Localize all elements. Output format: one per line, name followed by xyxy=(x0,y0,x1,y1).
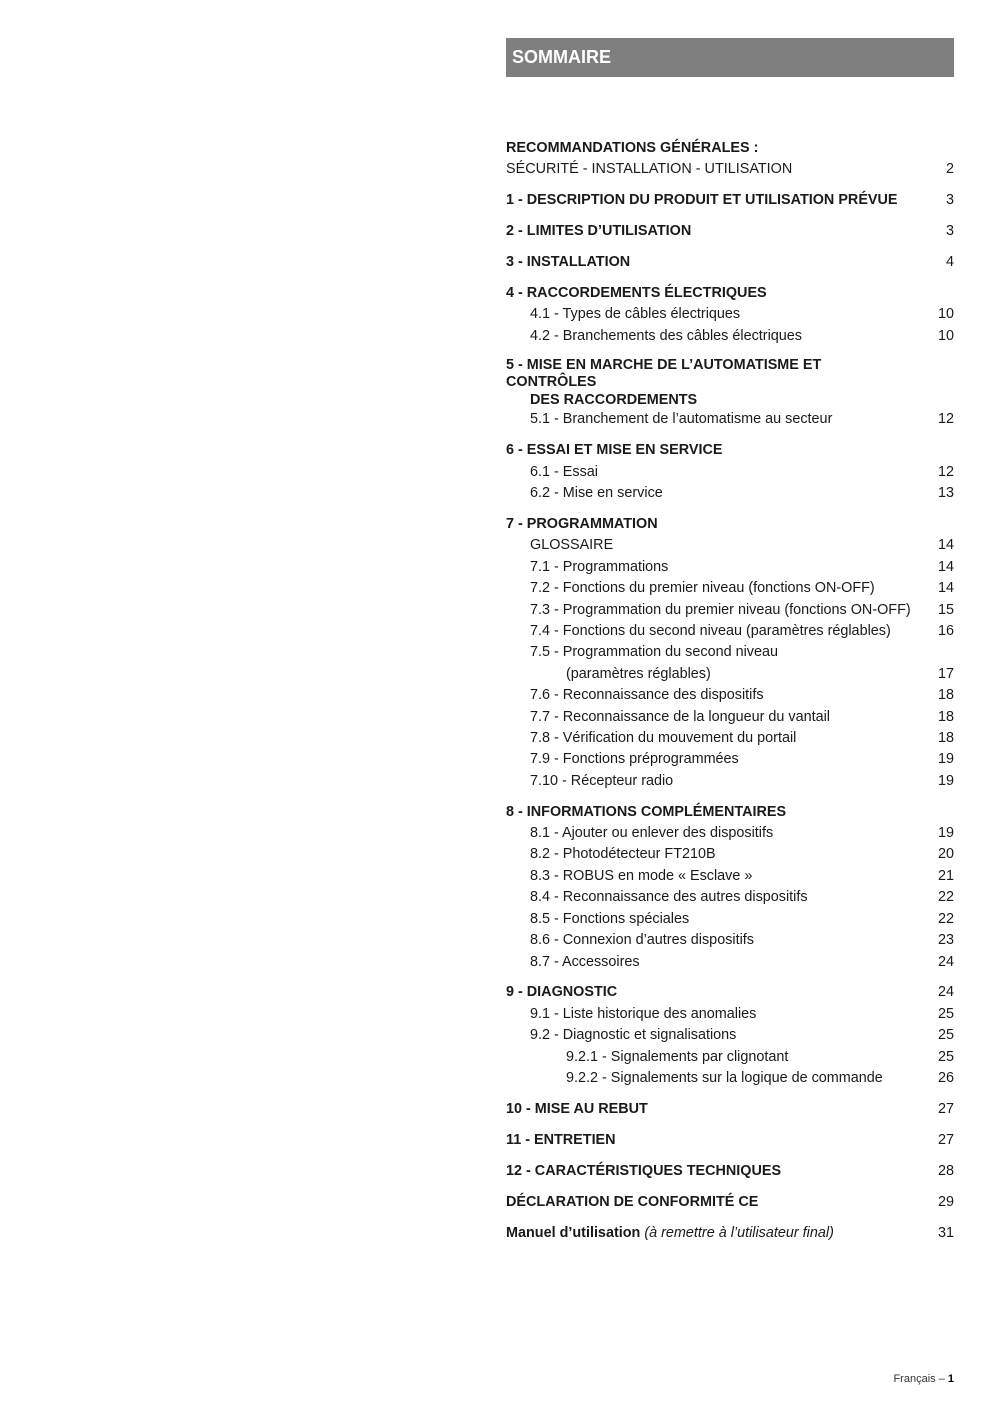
toc-entry-text: 7.1 - Programmations xyxy=(530,558,669,575)
toc-entry-title xyxy=(506,707,914,728)
page-footer xyxy=(893,1373,954,1385)
toc-entry-page: 19 xyxy=(937,751,954,768)
toc-entry xyxy=(506,357,954,410)
toc-entry xyxy=(506,535,954,556)
toc-entry-page: 12 xyxy=(937,411,954,428)
toc-entry xyxy=(506,952,954,973)
toc-entry xyxy=(506,190,954,211)
toc-entry xyxy=(506,844,954,865)
toc-entry-title xyxy=(506,685,914,706)
toc-entry-page: 21 xyxy=(937,867,954,884)
toc-entry xyxy=(506,909,954,930)
toc-entry xyxy=(506,159,954,180)
toc-entry-text: 9.1 - Liste historique des anomalies xyxy=(530,1005,757,1022)
toc-entry-page: 14 xyxy=(937,558,954,575)
toc-entry-page: 4 xyxy=(945,254,954,271)
footer-page-number: 1 xyxy=(947,1373,954,1385)
toc-entry xyxy=(506,1068,954,1089)
toc-entry-text: 4.1 - Types de câbles électriques xyxy=(530,306,741,323)
toc-entry-text: 7.7 - Reconnaissance de la longueur du vantail xyxy=(530,708,831,725)
toc-entry-text: 8.7 - Accessoires xyxy=(530,953,640,970)
toc-entry-page: 18 xyxy=(937,708,954,725)
toc-entry-title xyxy=(506,409,914,430)
toc-entry-text: 7.6 - Reconnaissance des dispositifs xyxy=(530,687,764,704)
toc-entry-text: 7 - PROGRAMMATION xyxy=(506,515,658,532)
toc-entry-title xyxy=(506,866,914,887)
toc-entry xyxy=(506,440,954,461)
toc-entry xyxy=(506,930,954,951)
toc-entry xyxy=(506,621,954,642)
page-title: SOMMAIRE xyxy=(512,47,611,67)
toc-entry-title xyxy=(506,535,914,556)
toc-entry-text-continued: DES RACCORDEMENTS xyxy=(530,391,698,408)
toc-entry xyxy=(506,462,954,483)
section-title-bar xyxy=(506,38,954,77)
toc-entry-page: 14 xyxy=(937,580,954,597)
toc-entry-title xyxy=(506,514,914,535)
toc-entry-text: 10 - MISE AU REBUT xyxy=(506,1100,648,1117)
toc-entry-page: 3 xyxy=(945,223,954,240)
toc-entry-page: 20 xyxy=(937,846,954,863)
toc-entry xyxy=(506,887,954,908)
toc-entry xyxy=(506,1130,954,1151)
toc-entry-text: 3 - INSTALLATION xyxy=(506,254,631,271)
toc-entry-page: 18 xyxy=(937,729,954,746)
toc-entry-text: 8.2 - Photodétecteur FT210B xyxy=(530,846,716,863)
toc-entry-title xyxy=(506,221,914,242)
toc-entry-text: 7.3 - Programmation du premier niveau (fonctions ON-OFF) xyxy=(530,601,911,618)
toc-entry-page: 12 xyxy=(937,463,954,480)
toc-entry-page: 15 xyxy=(937,601,954,618)
toc-entry-title xyxy=(506,1130,914,1151)
toc-entry-page: 23 xyxy=(937,932,954,949)
toc-entry xyxy=(506,483,954,504)
toc-entry-page: 28 xyxy=(937,1162,954,1179)
toc-entry xyxy=(506,982,954,1003)
toc-entry xyxy=(506,866,954,887)
toc-entry xyxy=(506,664,954,685)
toc-entry-text: 12 - CARACTÉRISTIQUES TECHNIQUES xyxy=(506,1162,782,1179)
toc-entry-page: 25 xyxy=(937,1027,954,1044)
toc-entry-text: 7.10 - Récepteur radio xyxy=(530,772,674,789)
toc-entry xyxy=(506,600,954,621)
toc-entry-title xyxy=(506,664,914,685)
toc-entry-title xyxy=(506,728,914,749)
toc-entry-title xyxy=(506,462,914,483)
toc-entry-title xyxy=(506,357,914,410)
toc-entry xyxy=(506,685,954,706)
toc-entry-title xyxy=(506,1047,914,1068)
toc-entry-text: 8.5 - Fonctions spéciales xyxy=(530,910,690,927)
toc-entry-text: SÉCURITÉ - INSTALLATION - UTILISATION xyxy=(506,161,793,178)
toc-entry-text: DÉCLARATION DE CONFORMITÉ CE xyxy=(506,1193,759,1210)
toc-entry xyxy=(506,1025,954,1046)
toc-entry xyxy=(506,138,954,159)
toc-entry-title xyxy=(506,138,914,159)
toc-entry-title xyxy=(506,557,914,578)
toc-entry-page: 24 xyxy=(937,953,954,970)
toc-entry-page: 2 xyxy=(945,161,954,178)
toc-entry-title xyxy=(506,1223,914,1244)
toc-entry xyxy=(506,823,954,844)
toc-entry-page: 22 xyxy=(937,910,954,927)
toc-entry-text: 9 - DIAGNOSTIC xyxy=(506,984,618,1001)
toc-entry-page: 17 xyxy=(937,665,954,682)
toc-entry xyxy=(506,409,954,430)
toc-entry xyxy=(506,1004,954,1025)
toc-entry xyxy=(506,304,954,325)
toc-entry xyxy=(506,802,954,823)
toc-entry xyxy=(506,326,954,347)
toc-entry-text: 8 - INFORMATIONS COMPLÉMENTAIRES xyxy=(506,803,787,820)
toc-entry xyxy=(506,1161,954,1182)
toc-entry-title xyxy=(506,600,914,621)
toc-entry-note: (à remettre à l’utilisateur final) xyxy=(644,1224,834,1241)
toc-entry xyxy=(506,1099,954,1120)
toc-entry-title xyxy=(506,1161,914,1182)
toc-entry-text: 7.2 - Fonctions du premier niveau (fonctions ON-OFF) xyxy=(530,580,875,597)
toc-entry-text: 7.5 - Programmation du second niveau xyxy=(530,644,778,661)
toc-entry-text: 6.2 - Mise en service xyxy=(530,484,663,501)
toc-entry-title xyxy=(506,326,914,347)
toc-entry-page: 27 xyxy=(937,1131,954,1148)
toc-entry-title xyxy=(506,771,914,792)
toc-entry-text: 9.2.2 - Signalements sur la logique de commande xyxy=(566,1070,883,1087)
toc-entry-title xyxy=(506,159,914,180)
toc-entry-title xyxy=(506,1025,914,1046)
toc-entry-title xyxy=(506,982,914,1003)
toc-entry-title xyxy=(506,440,914,461)
toc-entry-text: 7.4 - Fonctions du second niveau (paramètres réglables) xyxy=(530,622,891,639)
toc-entry-text: 8.6 - Connexion d’autres dispositifs xyxy=(530,932,754,949)
toc-entry xyxy=(506,728,954,749)
toc-entry-page: 16 xyxy=(937,622,954,639)
toc-entry-title xyxy=(506,802,914,823)
toc-entry-title xyxy=(506,1068,914,1089)
toc-entry-page: 24 xyxy=(937,984,954,1001)
toc-entry-title xyxy=(506,252,914,273)
toc-entry-page: 25 xyxy=(937,1005,954,1022)
toc-entry-text: 5 - MISE EN MARCHE DE L’AUTOMATISME ET CONTRÔLES xyxy=(506,356,822,391)
toc-entry-text: 5.1 - Branchement de l’automatisme au secteur xyxy=(530,411,833,428)
toc-entry-title xyxy=(506,844,914,865)
toc-entry-page: 19 xyxy=(937,772,954,789)
toc-entry xyxy=(506,1223,954,1244)
toc-entry-title xyxy=(506,283,914,304)
toc-entry-text: 9.2 - Diagnostic et signalisations xyxy=(530,1027,737,1044)
toc-entry-title xyxy=(506,190,914,211)
toc-entry-text: 8.1 - Ajouter ou enlever des dispositifs xyxy=(530,825,774,842)
toc-entry-title xyxy=(506,823,914,844)
toc-entry-page: 26 xyxy=(937,1070,954,1087)
toc-entry-text: RECOMMANDATIONS GÉNÉRALES : xyxy=(506,140,759,156)
toc-entry-title xyxy=(506,887,914,908)
toc-entry-page: 19 xyxy=(937,825,954,842)
toc-entry-text: 4.2 - Branchements des câbles électriques xyxy=(530,327,802,344)
toc-entry-title xyxy=(506,1192,914,1213)
toc-entry-page: 18 xyxy=(937,687,954,704)
toc-entry-text: 4 - RACCORDEMENTS ÉLECTRIQUES xyxy=(506,285,767,302)
toc-entry-page: 27 xyxy=(937,1100,954,1117)
toc-entry xyxy=(506,1192,954,1213)
toc-entry-text: (paramètres réglables) xyxy=(566,665,711,682)
toc-entry-text: 6.1 - Essai xyxy=(530,463,598,480)
toc-entry-text: 1 - DESCRIPTION DU PRODUIT ET UTILISATION PRÉVUE xyxy=(506,192,898,209)
toc-entry xyxy=(506,252,954,273)
toc-entry-page: 13 xyxy=(937,484,954,501)
toc-entry-page: 29 xyxy=(937,1193,954,1210)
toc-entry-title xyxy=(506,749,914,770)
toc-entry-title xyxy=(506,909,914,930)
toc-entry-text: 6 - ESSAI ET MISE EN SERVICE xyxy=(506,442,723,459)
toc-entry-text: GLOSSAIRE xyxy=(530,537,614,554)
toc-entry-text: 8.4 - Reconnaissance des autres dispositifs xyxy=(530,889,808,906)
toc-entry xyxy=(506,642,954,663)
toc-entry-title xyxy=(506,621,914,642)
toc-entry-text: 7.9 - Fonctions préprogrammées xyxy=(530,751,739,768)
toc-entry xyxy=(506,283,954,304)
toc-entry-title xyxy=(506,930,914,951)
toc-entry xyxy=(506,221,954,242)
toc-entry-title xyxy=(506,952,914,973)
toc-entry xyxy=(506,771,954,792)
toc-entry xyxy=(506,578,954,599)
toc-entry-title xyxy=(506,1099,914,1120)
toc-entry-text: Manuel d’utilisation xyxy=(506,1224,641,1241)
toc-entry-title xyxy=(506,642,914,663)
toc-entry-page: 10 xyxy=(937,327,954,344)
toc-entry-title xyxy=(506,1004,914,1025)
toc-entry-title xyxy=(506,578,914,599)
toc-entry-page: 10 xyxy=(937,306,954,323)
toc-entry-title xyxy=(506,304,914,325)
toc-entry xyxy=(506,557,954,578)
table-of-contents xyxy=(506,138,954,1244)
toc-entry-page: 14 xyxy=(937,537,954,554)
toc-entry-page: 25 xyxy=(937,1048,954,1065)
toc-entry-text: 2 - LIMITES D’UTILISATION xyxy=(506,223,692,240)
toc-entry-text: 8.3 - ROBUS en mode « Esclave » xyxy=(530,867,753,884)
toc-entry-text: 11 - ENTRETIEN xyxy=(506,1131,616,1148)
toc-entry-text: 7.8 - Vérification du mouvement du portail xyxy=(530,729,797,746)
toc-entry-title xyxy=(506,483,914,504)
toc-entry-page: 3 xyxy=(945,192,954,209)
toc-entry-page: 22 xyxy=(937,889,954,906)
footer-language: Français – xyxy=(893,1373,945,1385)
toc-entry-page: 31 xyxy=(937,1224,954,1241)
toc-entry xyxy=(506,749,954,770)
toc-entry xyxy=(506,1047,954,1068)
toc-entry-text: 9.2.1 - Signalements par clignotant xyxy=(566,1048,789,1065)
toc-entry xyxy=(506,514,954,535)
toc-entry xyxy=(506,707,954,728)
